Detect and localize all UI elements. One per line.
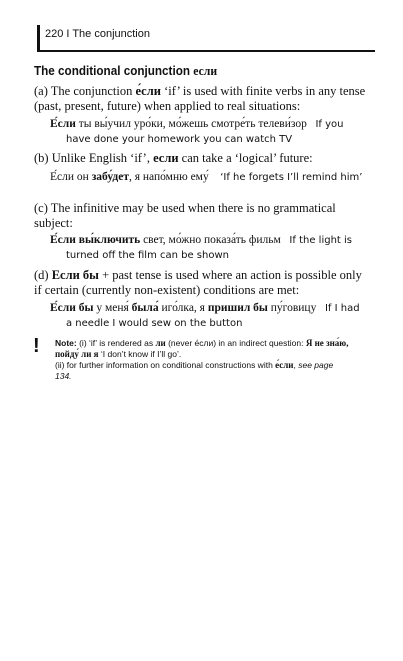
text: (never е́сли) in an indirect question: (165, 338, 306, 348)
ru-bold: Е́сли (50, 118, 76, 130)
text: (i) ‘if’ is rendered as (76, 338, 156, 348)
text: (d) (34, 268, 52, 282)
text: ‘if’ is used with finite verbs in any tense (160, 84, 366, 98)
text: (b) Unlike English ‘if’, (34, 151, 154, 165)
paragraph-a-line2: (past, present, future) when applied to real situations: (34, 99, 301, 113)
example-4 (50, 301, 380, 331)
paragraph-c-line1: (c) The infinitive may be used when there is no grammatical (34, 201, 336, 215)
paragraph-c-line2: subject: (34, 216, 73, 230)
ru-text: Е́сли он (50, 171, 92, 183)
example-1-line2 (50, 132, 380, 147)
header-rule (37, 50, 375, 52)
ru-bold: Е́сли бы (50, 302, 94, 314)
note-exclamation-icon: ! (33, 335, 40, 357)
en-translation: have done your homework you can watch TV (66, 134, 293, 145)
heading-en: The conditional conjunction (34, 63, 190, 78)
en-translation: turned off the film can be shown (66, 250, 229, 261)
cross-reference-page: 134. (55, 371, 72, 381)
text: (ii) for further information on conditional constructions with (55, 360, 276, 370)
example-3 (50, 233, 380, 263)
text: + past tense is used where an action is possible only (98, 268, 362, 282)
term-esli-by: Если бы (51, 268, 99, 282)
paragraph-c (34, 201, 379, 231)
ru-bold: пришил бы (207, 302, 268, 314)
ru-text: свет, мо́жно показа́ть фильм (140, 234, 281, 246)
en-translation: a needle I would sew on the button (66, 318, 243, 329)
ru-bold: Я не зна́ю, (305, 338, 349, 348)
ru-bold: пойду́ ли я (55, 349, 99, 359)
paragraph-d-line2: if certain (currently non-existent) conditions are met: (34, 283, 300, 297)
note-line2 (55, 349, 380, 360)
cross-reference: see page (298, 360, 334, 370)
example-1-line1 (50, 117, 380, 132)
running-header (37, 23, 375, 53)
example-2-line1 (50, 170, 380, 185)
ru-text: иго́лка, я (158, 302, 208, 314)
ru-bold: забу́дет (91, 171, 129, 183)
paragraph-b (34, 151, 379, 166)
en-translation: If the light is (289, 235, 352, 246)
note-label: Note: (55, 338, 77, 348)
paragraph-a (34, 84, 379, 114)
term-esli: е́сли (275, 360, 294, 370)
text: , (293, 360, 299, 370)
header-side-bar (37, 25, 40, 51)
example-4-line2 (50, 316, 380, 331)
paragraph-b-line1 (34, 151, 379, 166)
example-3-line2 (50, 248, 380, 263)
en-translation: ‘If he forgets I’ll remind him’ (220, 172, 363, 183)
ru-bold: Е́сли вы́ключить (50, 234, 141, 246)
ru-text: у меня́ (93, 302, 132, 314)
paragraph-d-line1 (34, 268, 379, 283)
en-translation: If I had (324, 303, 360, 314)
example-1 (50, 117, 380, 147)
ru-text: , я напо́мню ему́ (128, 171, 209, 183)
en-translation: If you (315, 119, 344, 130)
note-line1 (55, 338, 380, 349)
note-line4 (55, 371, 380, 382)
section-heading (34, 63, 217, 79)
text: ‘I don’t know if I’ll go’. (98, 349, 182, 359)
paragraph-a-line1 (34, 84, 379, 99)
paragraph-d (34, 268, 379, 298)
ru-bold: была́ (131, 302, 159, 314)
term-li: ли (155, 338, 166, 348)
term-esli: е́сли (135, 84, 161, 98)
note-line3 (55, 360, 380, 371)
text: can take a ‘logical’ future: (178, 151, 313, 165)
ru-text: пу́говицу (267, 302, 317, 314)
ru-text: ты вы́учил уро́ки, мо́жешь смотре́ть телеви́зор (75, 118, 307, 130)
example-3-line1 (50, 233, 380, 248)
term-esli: если (153, 151, 179, 165)
example-2 (50, 170, 380, 185)
running-head-text: 220 I The conjunction (45, 28, 150, 40)
example-4-line1 (50, 301, 380, 316)
text: (a) The conjunction (34, 84, 136, 98)
heading-ru: если (193, 63, 218, 78)
note-block (55, 338, 380, 382)
